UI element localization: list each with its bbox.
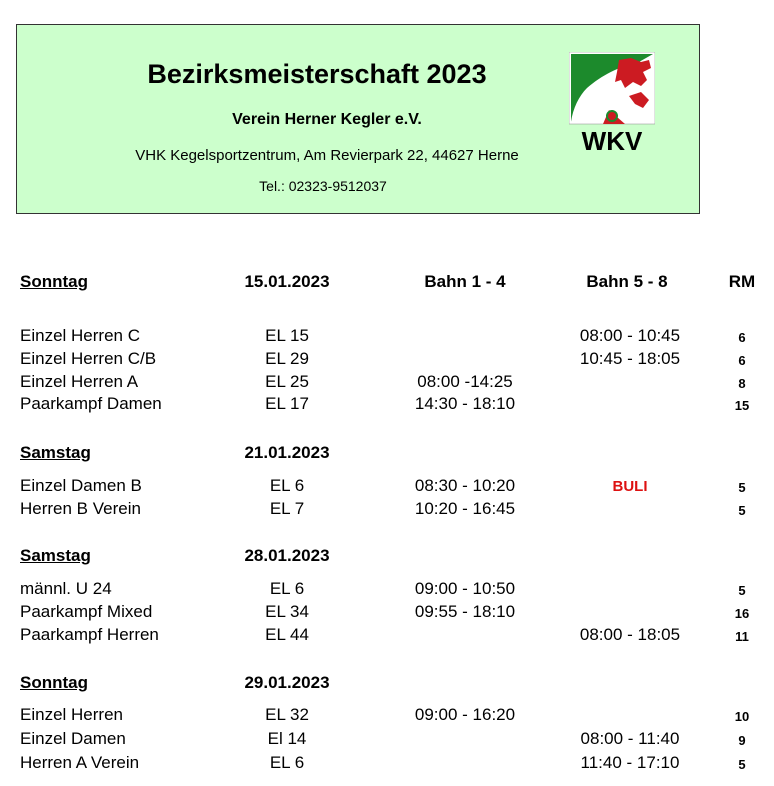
date-label: 29.01.2023 [244, 673, 330, 692]
day-label: Samstag [20, 546, 91, 565]
lanes-5-8-time: 08:00 - 11:40 [580, 729, 680, 748]
event-name: Einzel Herren A [20, 372, 139, 391]
event-name: Einzel Herren C/B [20, 349, 157, 368]
event-name: Herren A Verein [20, 753, 140, 772]
event-name: Paarkampf Damen [20, 394, 162, 413]
club-address: VHK Kegelsportzentrum, Am Revierpark 22, 44627 Herne [135, 147, 519, 164]
lanes-1-4-time: 09:00 - 10:50 [414, 579, 516, 598]
event-name: Einzel Herren [20, 705, 123, 724]
rm-value: 6 [738, 353, 746, 368]
event-code: El 14 [267, 729, 307, 748]
club-phone: Tel.: 02323-9512037 [259, 178, 387, 194]
buli-label: BULI [612, 478, 648, 495]
wkv-logo [569, 52, 655, 154]
lanes-5-8-time: 11:40 - 17:10 [580, 753, 680, 772]
club-name: Verein Herner Kegler e.V. [232, 111, 422, 128]
lanes-1-4-time: 08:00 -14:25 [417, 372, 513, 391]
date-label: 21.01.2023 [244, 443, 330, 462]
rm-value: 15 [734, 398, 750, 413]
rm-value: 5 [738, 583, 746, 598]
lanes-1-4-time: 14:30 - 18:10 [414, 394, 516, 413]
day-label: Sonntag [20, 272, 88, 291]
rm-value: 10 [734, 709, 750, 724]
event-code: EL 6 [269, 753, 305, 772]
lanes-1-4-time: 10:20 - 16:45 [414, 499, 516, 518]
event-code: EL 32 [265, 705, 309, 724]
rm-value: 9 [738, 733, 746, 748]
event-name: Herren B Verein [20, 499, 141, 518]
event-name: Einzel Herren C [20, 326, 140, 345]
date-label: 15.01.2023 [244, 272, 330, 291]
event-code: EL 29 [265, 349, 309, 368]
lanes-5-8-header: Bahn 5 - 8 [586, 272, 668, 291]
day-label: Samstag [20, 443, 91, 462]
rm-header: RM [728, 272, 756, 291]
event-code: EL 15 [265, 326, 309, 345]
rm-value: 6 [738, 330, 746, 345]
lanes-1-4-time: 08:30 - 10:20 [414, 476, 516, 495]
event-code: EL 34 [265, 602, 309, 621]
lanes-1-4-time: 09:55 - 18:10 [414, 602, 516, 621]
event-name: Einzel Damen [20, 729, 126, 748]
rm-value: 5 [738, 503, 746, 518]
rm-value: 8 [738, 376, 746, 391]
event-name: Einzel Damen B [20, 476, 142, 495]
event-code: EL 6 [269, 476, 305, 495]
event-code: EL 17 [265, 394, 309, 413]
lanes-5-8-time: 08:00 - 10:45 [579, 326, 681, 345]
event-name: Paarkampf Herren [20, 625, 159, 644]
rm-value: 16 [734, 606, 750, 621]
lanes-5-8-time: 10:45 - 18:05 [579, 349, 681, 368]
lanes-1-4-time: 09:00 - 16:20 [414, 705, 516, 724]
rm-value: 5 [738, 480, 746, 495]
event-code: EL 25 [265, 372, 309, 391]
header-box [16, 24, 700, 214]
day-label: Sonntag [20, 673, 88, 692]
rm-value: 5 [738, 757, 746, 772]
page-title: Bezirksmeisterschaft 2023 [147, 59, 487, 89]
event-code: EL 44 [265, 625, 309, 644]
event-code: EL 7 [269, 499, 305, 518]
event-name: Paarkampf Mixed [20, 602, 153, 621]
event-name: männl. U 24 [20, 579, 112, 598]
date-label: 28.01.2023 [244, 546, 330, 565]
lanes-5-8-time: 08:00 - 18:05 [579, 625, 681, 644]
rm-value: 11 [735, 629, 749, 644]
lanes-1-4-header: Bahn 1 - 4 [424, 272, 506, 291]
logo-text: WKV [581, 126, 643, 154]
event-code: EL 6 [269, 579, 305, 598]
